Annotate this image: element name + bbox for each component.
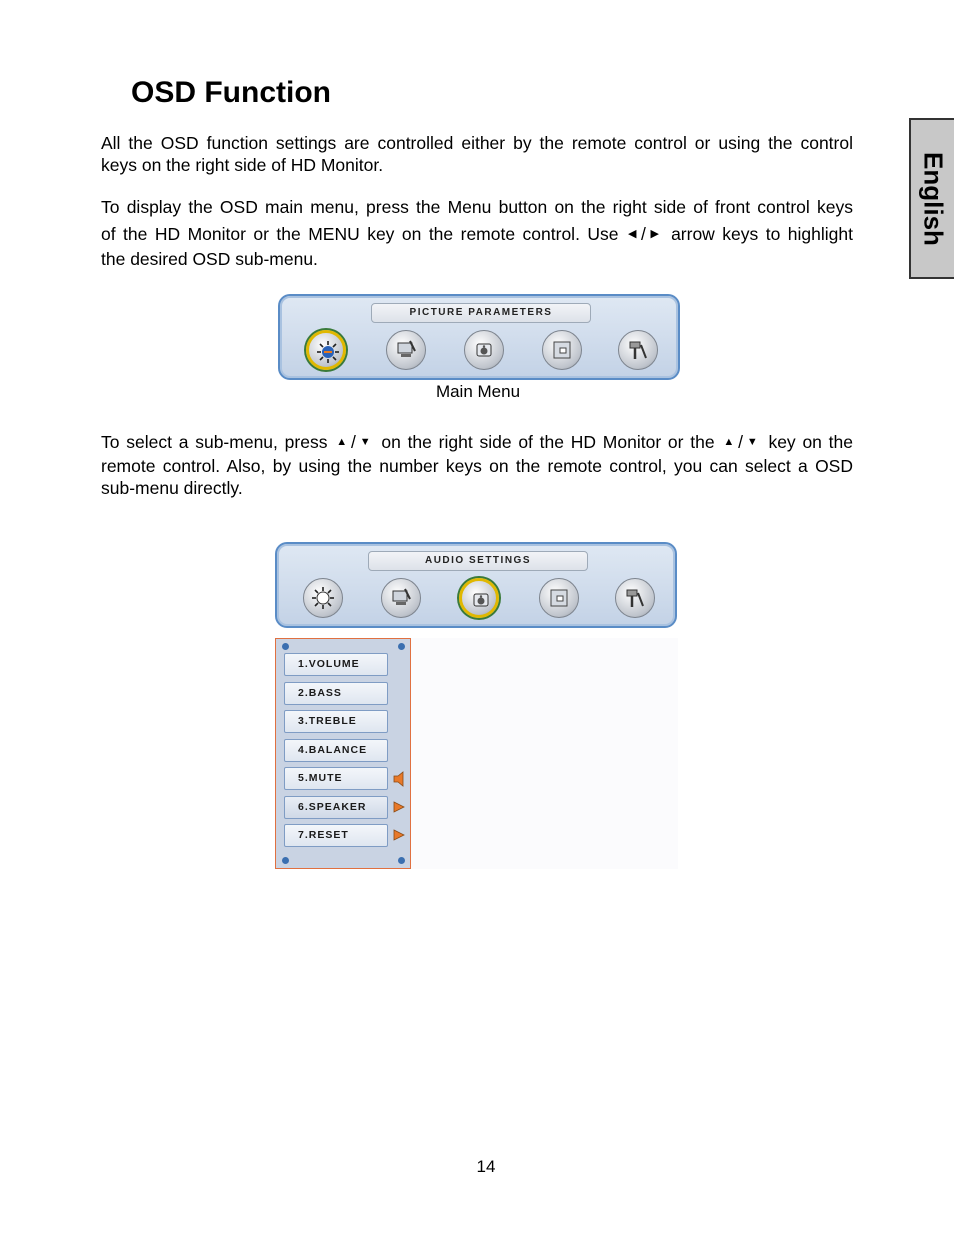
page-number: 14 xyxy=(476,1157,496,1176)
audio-menu-osd xyxy=(275,542,677,628)
audio-menu-label: AUDIO SETTINGS xyxy=(368,551,588,571)
menu-item-bass[interactable]: 2.BASS xyxy=(284,682,388,705)
menu-item-mute[interactable]: 5.MUTE xyxy=(284,767,388,790)
language-tab-label: English xyxy=(918,151,948,246)
menu-item-balance[interactable]: 4.BALANCE xyxy=(284,739,388,762)
submenu-paragraph xyxy=(101,431,853,497)
monitor-tools-icon[interactable] xyxy=(386,330,426,370)
menu-item-speaker[interactable]: 6.SPEAKER xyxy=(284,796,388,819)
submenu-line-3: sub-menu directly. xyxy=(101,478,243,498)
intro-paragraph xyxy=(101,132,853,176)
picture-icon[interactable] xyxy=(303,578,343,618)
menu-item-reset[interactable]: 7.RESET xyxy=(284,824,388,847)
intro-line-1: All the OSD function settings are controlled either by the remote control or using the control xyxy=(101,133,853,153)
language-tab xyxy=(909,118,954,279)
arrow-down-icon: ▼ xyxy=(745,436,760,448)
corner-dot-icon xyxy=(398,643,405,650)
submenu-content-panel xyxy=(411,638,678,869)
display-menu-paragraph xyxy=(101,194,853,270)
main-menu-caption: Main Menu xyxy=(435,382,521,401)
arrow-left-icon: ◀ xyxy=(627,228,640,240)
intro-line-2: keys on the right side of HD Monitor. xyxy=(101,155,384,175)
audio-submenu xyxy=(275,638,411,869)
display-line-2: of the HD Monitor or the MENU key on the remote control. Use ◀ / ▶ arrow keys to highlight xyxy=(101,224,853,244)
display-line-3: the desired OSD sub-menu. xyxy=(101,249,318,269)
tools-icon[interactable] xyxy=(618,330,658,370)
submenu-line-2: remote control. Also, by using the number keys on the remote control, you can select a OSD xyxy=(101,456,853,476)
display-line-1: To display the OSD main menu, press the Menu button on the right side of front control keys xyxy=(101,197,853,217)
corner-dot-icon xyxy=(282,643,289,650)
speaker-audio-icon[interactable] xyxy=(459,578,499,618)
corner-dot-icon xyxy=(282,857,289,864)
arrow-up-icon: ▲ xyxy=(723,436,737,448)
tools-icon[interactable] xyxy=(615,578,655,618)
submenu-line-1: To select a sub-menu, press ▲ / ▼ on the right side of the HD Monitor or the ▲ / ▼ key on the xyxy=(101,432,853,452)
display-window-icon[interactable] xyxy=(542,330,582,370)
picture-icon[interactable] xyxy=(306,330,346,370)
speaker-icon xyxy=(393,771,407,787)
arrow-right-icon xyxy=(393,829,405,841)
main-menu-label: PICTURE PARAMETERS xyxy=(371,303,591,323)
menu-item-treble[interactable]: 3.TREBLE xyxy=(284,710,388,733)
monitor-tools-icon[interactable] xyxy=(381,578,421,618)
arrow-down-icon: ▼ xyxy=(357,436,373,448)
display-window-icon[interactable] xyxy=(539,578,579,618)
corner-dot-icon xyxy=(398,857,405,864)
page-title: OSD Function xyxy=(131,76,331,109)
arrow-up-icon: ▲ xyxy=(336,436,350,448)
speaker-audio-icon[interactable] xyxy=(464,330,504,370)
arrow-right-icon: ▶ xyxy=(647,228,662,240)
arrow-right-icon xyxy=(393,801,405,813)
menu-item-volume[interactable]: 1.VOLUME xyxy=(284,653,388,676)
main-menu-osd xyxy=(278,294,680,380)
